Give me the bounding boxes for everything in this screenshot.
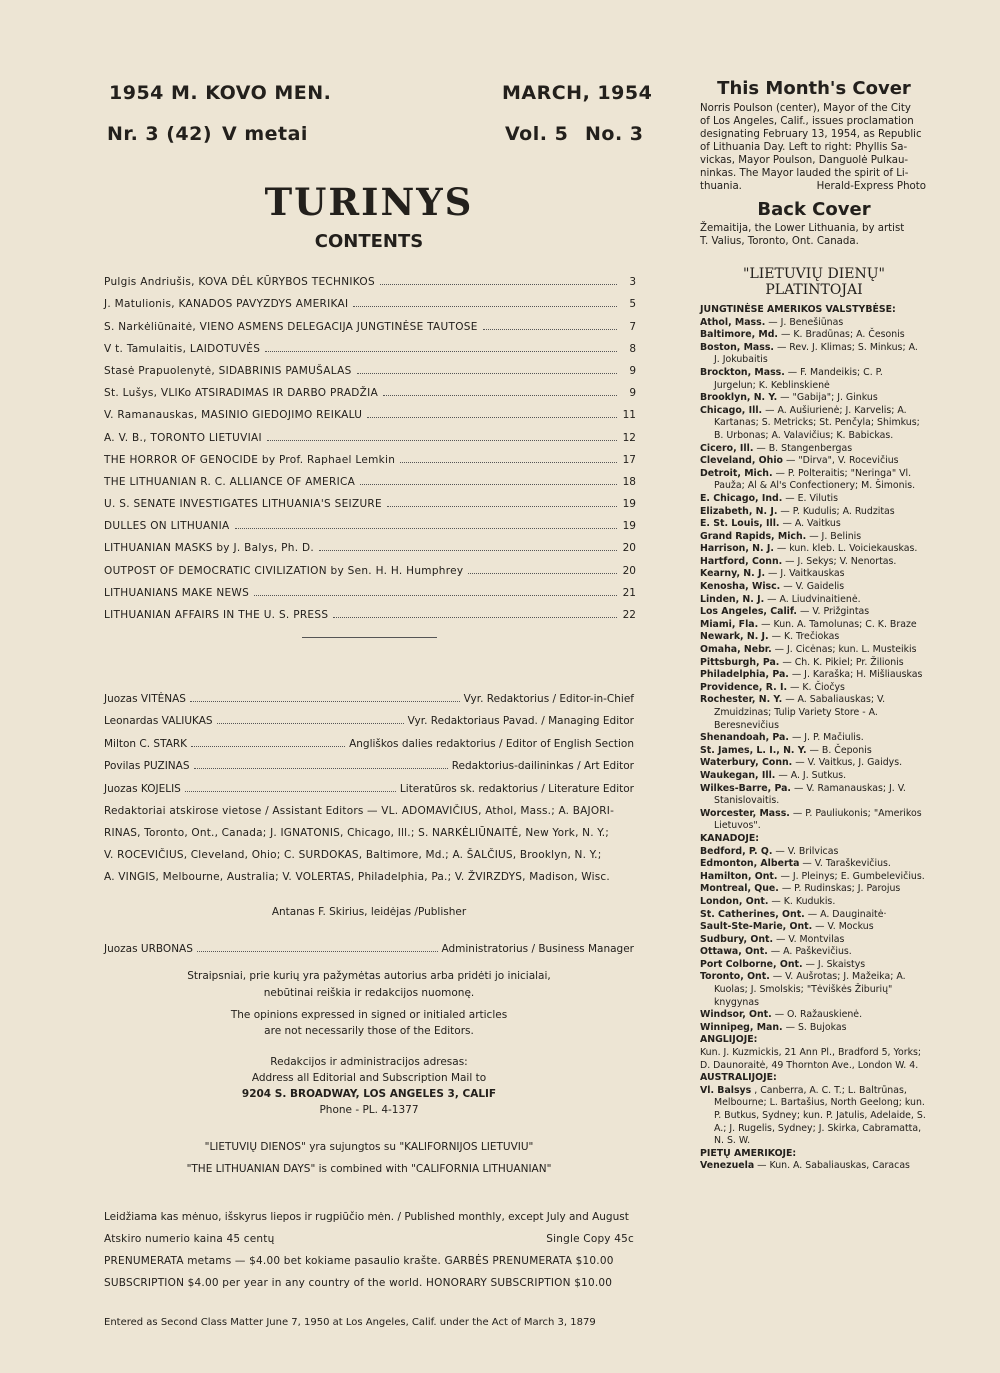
staff-role: Literatūros sk. redaktorius / Literature Editor xyxy=(399,782,634,795)
distributor-names: — V. Aušrotas; J. Mažeika; A. Kuolas; J. Smolskis; "Tėviškės Žiburių" knygynas xyxy=(714,971,906,1008)
distributor-city: Linden, N. J. xyxy=(700,593,765,605)
distributor-city: Newark, N. J. xyxy=(700,631,769,643)
distributor-city: Venezuela xyxy=(700,1160,755,1172)
distributor-city: Brockton, Mass. xyxy=(700,366,785,378)
staff-role: Redaktorius-dailininkas / Art Editor xyxy=(451,760,634,772)
manager-row xyxy=(104,932,634,955)
distributor-city: Rochester, N. Y. xyxy=(700,694,783,706)
distributor-names: — K. Trečiokas xyxy=(771,631,840,643)
distributor-city: Harrison, N. J. xyxy=(700,543,774,555)
staff-name: Juozas KOJELIS xyxy=(104,782,181,795)
toc-row xyxy=(104,333,636,355)
distributor-entry xyxy=(700,405,926,443)
distributor-city: Vl. Balsys xyxy=(700,1084,752,1096)
assistant-line: RINAS, Toronto, Ont., Canada; J. IGNATONIS, Chicago, Ill.; S. NARKĖLIŪNAITĖ, New York, N. Y.; xyxy=(104,827,610,839)
distributor-entry xyxy=(700,644,926,657)
staff-role: Vyr. Redaktoriaus Pavad. / Managing Editor xyxy=(407,715,634,727)
staff-name: Leonardas VALIUKAS xyxy=(104,715,213,727)
manager-name: Juozas URBONAS xyxy=(104,942,193,955)
distributor-names: — A. Vaitkus xyxy=(782,518,841,530)
publisher: Antanas F. Skirius, leidėjas /Publisher xyxy=(271,906,467,918)
toc-page: 18 xyxy=(622,475,636,488)
distributor-city: Bedford, P. Q. xyxy=(700,845,773,857)
distributor-entry xyxy=(700,1047,926,1060)
distributor-city: Ottawa, Ont. xyxy=(700,946,768,958)
distributor-names: — V. Vaitkus, J. Gaidys. xyxy=(795,757,903,769)
toc-title: S. Narkėliūnaitė, VIENO ASMENS DELEGACIJA JUNGTINĖSE TAUTOSE xyxy=(104,320,478,333)
distributor-section-title: PIETŲ AMERIKOJE: xyxy=(700,1147,797,1159)
toc-page: 9 xyxy=(629,387,636,400)
distributors-heading-2: PLATINTOJAI xyxy=(765,282,863,298)
distributor-entry xyxy=(700,971,926,1009)
toc-row xyxy=(104,488,636,510)
distributor-city: Kenosha, Wisc. xyxy=(700,581,781,593)
distributor-entry xyxy=(700,1085,926,1148)
opinion-lt-line: Straipsniai, prie kurių yra pažymėtas autorius arba pridėti jo inicialai, xyxy=(187,970,551,982)
staff-leader xyxy=(190,701,460,702)
toc-title: THE LITHUANIAN R. C. ALLIANCE OF AMERICA xyxy=(104,475,356,488)
distributor-names: — A. Liudvinaitienė. xyxy=(767,593,861,605)
toc-leader xyxy=(265,351,617,352)
cover-caption xyxy=(700,102,926,193)
distributor-city: Hamilton, Ont. xyxy=(700,870,778,882)
staff-role: Vyr. Redaktorius / Editor-in-Chief xyxy=(463,692,634,705)
distributor-entry xyxy=(700,946,926,959)
distributor-names: — K. Bradūnas; A. Česonis xyxy=(780,329,905,341)
distributor-city: Baltimore, Md. xyxy=(700,329,778,341)
page-subtitle: CONTENTS xyxy=(314,231,424,252)
opinion-en-line: The opinions expressed in signed or initialed articles xyxy=(230,1009,508,1021)
cover-line: vickas, Mayor Poulson, Danguolė Pulkau- xyxy=(700,155,909,166)
distributor-entry xyxy=(700,1060,926,1073)
assistant-editors xyxy=(104,800,636,888)
distributor-city: Detroit, Mich. xyxy=(700,467,773,479)
toc-title: V. Ramanauskas, MASINIO GIEDOJIMO REIKALU xyxy=(104,409,363,422)
distributor-names: — K. Čiočys xyxy=(790,681,845,693)
divider xyxy=(302,637,437,638)
cover-line: thuania. xyxy=(700,181,742,192)
cover-line: ninkas. The Mayor lauded the spirit of Li- xyxy=(700,168,909,179)
distributor-city: Cicero, Ill. xyxy=(700,442,754,454)
lt-date: 1954 M. KOVO MEN. xyxy=(109,82,332,104)
distributor-entry xyxy=(700,770,926,783)
distributor-names: — "Dirva", V. Rocevičius xyxy=(785,455,899,467)
lt-year: V metai xyxy=(222,123,308,145)
toc-title: OUTPOST OF DEMOCRATIC CIVILIZATION by Sen. H. H. Humphrey xyxy=(104,564,464,577)
distributor-city: St. Catherines, Ont. xyxy=(700,908,805,920)
toc-leader xyxy=(254,595,617,596)
distributor-names: D. Daunoraitė, 49 Thornton Ave., London W. 4. xyxy=(700,1059,919,1071)
toc-page: 9 xyxy=(629,364,636,377)
distributor-section-title: AUSTRALIJOJE: xyxy=(700,1072,777,1084)
opinion-en xyxy=(104,1007,634,1039)
distributor-city: Toronto, Ont. xyxy=(700,971,770,983)
distributor-names: — P. Polteraitis; "Neringa" Vl. Pauža; Al & Al's Confectionery; M. Šimonis. xyxy=(714,467,916,492)
subscription-en: SUBSCRIPTION $4.00 per year in any country of the world. HONORARY SUBSCRIPTION $10.00 xyxy=(104,1277,613,1289)
lt-issue: Nr. 3 (42) xyxy=(107,123,213,145)
photo-credit: Herald-Express Photo xyxy=(816,181,926,192)
distributor-city: Philadelphia, Pa. xyxy=(700,669,789,681)
en-date: MARCH, 1954 xyxy=(502,82,653,104)
distributor-names: — A. Dauginaitė· xyxy=(807,908,887,920)
staff-row xyxy=(104,705,634,728)
distributor-names: — "Gabija"; J. Ginkus xyxy=(780,392,878,404)
distributor-entry xyxy=(700,518,926,531)
distributor-city: Montreal, Que. xyxy=(700,883,779,895)
distributor-entry xyxy=(700,745,926,758)
distributor-names: — J. Belinis xyxy=(809,530,862,542)
distributor-names: — A. Sabaliauskas; V. Zmuidzinas; Tulip Variety Store - A. Beresnevičius xyxy=(714,694,886,731)
staff-leader xyxy=(194,768,448,769)
distributor-names: — E. Vilutis xyxy=(785,492,839,504)
cover-heading: This Month's Cover xyxy=(717,78,911,99)
distributor-city: Boston, Mass. xyxy=(700,341,774,353)
distributor-entry xyxy=(700,909,926,922)
distributor-entry xyxy=(700,329,926,342)
back-cover-heading: Back Cover xyxy=(757,199,871,220)
distributor-entry xyxy=(700,871,926,884)
combined-line: "THE LITHUANIAN DAYS" is combined with "CALIFORNIA LITHUANIAN" xyxy=(186,1163,552,1175)
distributor-names: — V. Mockus xyxy=(815,921,874,933)
distributor-city: E. Chicago, Ind. xyxy=(700,492,783,504)
distributor-entry xyxy=(700,581,926,594)
toc-page: 19 xyxy=(622,498,636,511)
toc-title: Pulgis Andriušis, KOVA DĖL KŪRYBOS TECHNIKOS xyxy=(104,276,375,289)
toc-page: 19 xyxy=(622,520,636,533)
distributor-city: Grand Rapids, Mich. xyxy=(700,530,807,542)
staff-leader xyxy=(185,791,396,792)
distributors-list xyxy=(700,304,926,1173)
distributor-entry xyxy=(700,392,926,405)
distributor-names: — A. J. Sutkus. xyxy=(778,769,847,781)
distributor-entry xyxy=(700,468,926,493)
distributor-entry xyxy=(700,455,926,468)
distributor-city: Waukegan, Ill. xyxy=(700,769,776,781)
distributor-names: , Canberra, A. C. T.; L. Baltrūnas, Melbourne; L. Bartašius, North Geelong; kun. P. Butkus, Sydney; kun. P. Jatulis, Adelaide, S. A.; J. Rugelis, Sydney; J. Skirka, Cabramatta, N. S. W. xyxy=(714,1084,926,1147)
toc-row xyxy=(104,266,636,288)
subscription-lt: PRENUMERATA metams — $4.00 bet kokiame pasaulio krašte. GARBĖS PRENUMERATA $10.00 xyxy=(104,1255,614,1267)
distributor-entry xyxy=(700,1022,926,1035)
distributor-entry xyxy=(700,493,926,506)
assistant-line: V. ROCEVIČIUS, Cleveland, Ohio; C. SURDOKAS, Baltimore, Md.; A. ŠALČIUS, Brooklyn, N. Y.; xyxy=(104,849,602,861)
distributor-city: Brooklyn, N. Y. xyxy=(700,392,778,404)
toc-leader xyxy=(483,329,617,330)
toc-page: 21 xyxy=(622,586,636,599)
distributor-city: Sudbury, Ont. xyxy=(700,933,774,945)
distributor-names: — J. Karaška; H. Mišliauskas xyxy=(791,669,923,681)
table-of-contents xyxy=(104,266,636,621)
toc-leader xyxy=(367,417,617,418)
toc-row xyxy=(104,421,636,443)
distributor-city: London, Ont. xyxy=(700,895,769,907)
toc-row xyxy=(104,510,636,532)
distributor-city: E. St. Louis, Ill. xyxy=(700,518,780,530)
distributor-entry xyxy=(700,846,926,859)
page-title: TURINYS xyxy=(264,180,474,224)
staff-leader xyxy=(217,723,404,724)
toc-page: 20 xyxy=(622,564,636,577)
assistant-line: A. VINGIS, Melbourne, Australia; V. VOLERTAS, Philadelphia, Pa.; V. ŽVIRZDYS, Madison, Wisc. xyxy=(104,871,610,883)
manager-role: Administratorius / Business Manager xyxy=(441,942,634,955)
combined-line: "LIETUVIŲ DIENOS" yra sujungtos su "KALIFORNIJOS LIETUVIU" xyxy=(204,1141,534,1153)
distributor-entry xyxy=(700,934,926,947)
cover-line: of Lithuania Day. Left to right: Phyllis Sa- xyxy=(700,142,908,153)
distributor-names: — V. Gaidelis xyxy=(783,581,845,593)
staff-row xyxy=(104,682,634,705)
opinion-en-line: are not necessarily those of the Editors. xyxy=(264,1025,474,1037)
distributor-entry xyxy=(700,317,926,330)
distributor-city: Winnipeg, Man. xyxy=(700,1021,783,1033)
toc-row xyxy=(104,444,636,466)
toc-title: LITHUANIANS MAKE NEWS xyxy=(104,586,250,599)
distributor-names: — V. Ramanauskas; J. V. Stanislovaitis. xyxy=(714,782,906,807)
en-vol: Vol. 5 xyxy=(505,123,569,145)
address-line: 9204 S. BROADWAY, LOS ANGELES 3, CALIF xyxy=(241,1088,497,1100)
distributor-entry xyxy=(700,808,926,833)
toc-title: St. Lušys, VLIKo ATSIRADIMAS IR DARBO PRADŽIA xyxy=(104,387,379,400)
distributor-city: Los Angeles, Calif. xyxy=(700,606,797,618)
toc-leader xyxy=(387,506,617,507)
distributor-city: Wilkes-Barre, Pa. xyxy=(700,782,791,794)
distributor-city: Chicago, Ill. xyxy=(700,404,763,416)
distributor-city: Worcester, Mass. xyxy=(700,807,790,819)
distributor-names: — Rev. J. Klimas; S. Minkus; A. J. Jokubaitis xyxy=(714,341,918,366)
distributor-entry xyxy=(700,342,926,367)
distributor-city: Port Colborne, Ont. xyxy=(700,958,803,970)
toc-leader xyxy=(333,617,617,618)
distributor-city: Athol, Mass. xyxy=(700,316,766,328)
distributor-entry xyxy=(700,556,926,569)
toc-page: 3 xyxy=(629,276,636,289)
distributor-names: — J. Vaitkauskas xyxy=(768,568,845,580)
cover-line: of Los Angeles, Calif., issues proclamation xyxy=(700,116,914,127)
distributor-entry xyxy=(700,682,926,695)
distributor-city: Providence, R. I. xyxy=(700,681,788,693)
distributor-city: Windsor, Ont. xyxy=(700,1009,772,1021)
cover-line: designating February 13, 1954, as Republic xyxy=(700,129,922,140)
distributor-names: — Kun. A. Sabaliauskas, Caracas xyxy=(757,1160,910,1172)
distributor-city: Omaha, Nebr. xyxy=(700,644,772,656)
back-cover-line: T. Valius, Toronto, Ont. Canada. xyxy=(700,236,859,247)
distributor-entry xyxy=(700,757,926,770)
distributor-names: — J. Sekys; V. Nenortas. xyxy=(785,555,897,567)
distributor-entry xyxy=(700,619,926,632)
distributor-names: — J. P. Mačiulis. xyxy=(791,732,864,744)
toc-page: 17 xyxy=(622,453,636,466)
toc-row xyxy=(104,599,636,621)
distributor-entry xyxy=(700,543,926,556)
staff-name: Milton C. STARK xyxy=(104,737,188,750)
staff-name: Povilas PUZINAS xyxy=(104,760,190,772)
address-line: Address all Editorial and Subscription Mail to xyxy=(251,1072,487,1084)
distributor-names: — B. Stangenbergas xyxy=(756,442,853,454)
distributor-section-title: KANADOJE: xyxy=(700,832,760,844)
opinion-lt-line: nebūtinai reiškia ir redakcijos nuomonę. xyxy=(263,987,475,999)
distributor-names: — P. Kudulis; A. Rudzitas xyxy=(780,505,895,517)
toc-title: U. S. SENATE INVESTIGATES LITHUANIA'S SEIZURE xyxy=(104,498,382,511)
toc-title: DULLES ON LITHUANIA xyxy=(104,520,230,533)
distributor-entry xyxy=(700,669,926,682)
toc-leader xyxy=(267,440,617,441)
distributor-entry xyxy=(700,657,926,670)
staff-row xyxy=(104,727,634,750)
distributor-entry xyxy=(700,606,926,619)
opinion-lt xyxy=(104,968,634,1002)
toc-title: V t. Tamulaitis, LAIDOTUVĖS xyxy=(104,342,261,355)
distributor-names: — J. Cicėnas; kun. L. Musteikis xyxy=(774,644,917,656)
back-cover-line: Žemaitija, the Lower Lithuania, by artist xyxy=(700,223,905,234)
distributor-names: — A. Aušiurienė; J. Karvelis; A. Kartanas; S. Metricks; St. Penčyla; Shimkus; B. Urbonas; A. Valavičius; K. Babickas. xyxy=(714,404,920,441)
distributor-names: — S. Bujokas xyxy=(785,1021,847,1033)
back-cover-caption xyxy=(700,222,926,248)
distributor-entry xyxy=(700,506,926,519)
distributor-city: Kearny, N. J. xyxy=(700,568,766,580)
address xyxy=(104,1054,634,1118)
distributor-city: Elizabeth, N. J. xyxy=(700,505,778,517)
toc-leader xyxy=(235,528,617,529)
distributor-names: — P. Rudinskas; J. Parojus xyxy=(781,883,901,895)
en-no: No. 3 xyxy=(585,123,644,145)
toc-row xyxy=(104,310,636,332)
distributor-names: — P. Pauliukonis; "Amerikos Lietuvos". xyxy=(714,807,922,832)
distributor-names: — V. Taraškevičius. xyxy=(802,858,891,870)
distributor-names: — V. Prižgintas xyxy=(799,606,870,618)
distributor-names: — V. Montvilas xyxy=(776,933,845,945)
distributor-entry xyxy=(700,921,926,934)
distributor-entry xyxy=(700,732,926,745)
combined-note xyxy=(104,1136,634,1180)
distributor-names: — Kun. A. Tamolunas; C. K. Braze xyxy=(761,618,917,630)
distributor-entry xyxy=(700,1009,926,1022)
monthly-note: Leidžiama kas mėnuo, išskyrus liepos ir rugpiūčio mėn. / Published monthly, except July and August xyxy=(104,1211,629,1223)
distributor-entry xyxy=(700,594,926,607)
distributor-entry xyxy=(700,858,926,871)
distributor-names: — J. Pleinys; E. Gumbelevičius. xyxy=(780,870,925,882)
distributor-city: Shenandoah, Pa. xyxy=(700,732,789,744)
distributor-names: — V. Brilvicas xyxy=(775,845,839,857)
toc-leader xyxy=(319,550,617,551)
toc-page: 5 xyxy=(629,298,636,311)
toc-title: LITHUANIAN MASKS by J. Balys, Ph. D. xyxy=(104,542,315,555)
staff-list xyxy=(104,682,634,795)
entered-note: Entered as Second Class Matter June 7, 1950 at Los Angeles, Calif. under the Act of March 3, 1879 xyxy=(104,1317,596,1328)
distributor-city: Miami, Fla. xyxy=(700,618,759,630)
toc-leader xyxy=(360,484,617,485)
distributor-names: — Ch. K. Pikiel; Pr. Žilionis xyxy=(782,656,904,668)
distributor-names: — F. Mandeikis; C. P. Jurgelun; K. Keblinskienė xyxy=(714,366,883,391)
distributor-city: Hartford, Conn. xyxy=(700,555,783,567)
distributor-entry xyxy=(700,367,926,392)
distributors-heading-1: "LIETUVIŲ DIENŲ" xyxy=(743,266,885,282)
distributor-names: — A. Paškevičius. xyxy=(770,946,852,958)
staff-name: Juozas VITĖNAS xyxy=(104,692,186,705)
single-en: Single Copy 45c xyxy=(546,1233,634,1245)
distributor-section-title: ANGLIJOJE: xyxy=(700,1034,758,1046)
distributor-city: Waterbury, Conn. xyxy=(700,757,793,769)
address-line: Redakcijos ir administracijos adresas: xyxy=(270,1056,468,1068)
distributor-names: Kun. J. Kuzmickis, 21 Ann Pl., Bradford 5, Yorks; xyxy=(700,1047,922,1059)
toc-leader xyxy=(357,373,617,374)
toc-title: THE HORROR OF GENOCIDE by Prof. Raphael Lemkin xyxy=(104,453,396,466)
distributor-city: Sault-Ste-Marie, Ont. xyxy=(700,921,813,933)
distributor-entry xyxy=(700,783,926,808)
distributor-section-title: JUNGTINĖSE AMERIKOS VALSTYBĖSE: xyxy=(700,304,896,315)
distributor-names: — B. Čeponis xyxy=(809,744,872,756)
toc-row xyxy=(104,355,636,377)
staff-leader xyxy=(191,746,345,747)
toc-page: 12 xyxy=(622,431,636,444)
toc-leader xyxy=(400,462,617,463)
distributor-names: — K. Kudukis. xyxy=(771,895,836,907)
toc-page: 8 xyxy=(629,342,636,355)
staff-row xyxy=(104,750,634,773)
toc-page: 11 xyxy=(622,409,636,422)
toc-page: 22 xyxy=(622,609,636,621)
toc-row xyxy=(104,554,636,576)
address-line: Phone - PL. 4-1377 xyxy=(319,1104,419,1116)
staff-row xyxy=(104,772,634,795)
toc-title: A. V. B., TORONTO LIETUVIAI xyxy=(104,431,262,444)
distributor-names: — kun. kleb. L. Voiciekauskas. xyxy=(776,543,918,555)
distributor-entry xyxy=(700,896,926,909)
distributor-names: — O. Ražauskienė. xyxy=(774,1009,863,1021)
distributor-entry xyxy=(700,631,926,644)
toc-title: Stasė Prapuolenytė, SIDABRINIS PAMUŠALAS xyxy=(104,364,352,377)
toc-title: J. Matulionis, KANADOS PAVYZDYS AMERIKAI xyxy=(104,298,349,311)
distributors-heading xyxy=(700,266,928,298)
publication-info xyxy=(104,1206,634,1294)
distributor-entry xyxy=(700,694,926,732)
toc-leader xyxy=(380,284,617,285)
distributor-names: — J. Skaistys xyxy=(805,958,866,970)
distributor-entry xyxy=(700,1160,926,1173)
toc-leader xyxy=(468,573,617,574)
single-lt: Atskiro numerio kaina 45 centų xyxy=(104,1233,275,1245)
distributor-city: Cleveland, Ohio xyxy=(700,455,783,467)
toc-page: 7 xyxy=(629,320,636,333)
distributor-entry xyxy=(700,443,926,456)
toc-row xyxy=(104,288,636,310)
staff-role: Angliškos dalies redaktorius / Editor of English Section xyxy=(349,737,634,750)
toc-leader xyxy=(383,395,617,396)
toc-row xyxy=(104,532,636,554)
toc-row xyxy=(104,399,636,421)
distributor-entry xyxy=(700,883,926,896)
distributor-city: Pittsburgh, Pa. xyxy=(700,656,780,668)
toc-row xyxy=(104,577,636,599)
toc-row xyxy=(104,466,636,488)
toc-page: 20 xyxy=(622,542,636,555)
distributor-entry xyxy=(700,531,926,544)
toc-title: LITHUANIAN AFFAIRS IN THE U. S. PRESS xyxy=(104,609,329,621)
assistant-line: Redaktoriai atskirose vietose / Assistant Editors — VL. ADOMAVIČIUS, Athol, Mass.; A. BAJORI- xyxy=(104,805,615,817)
toc-leader xyxy=(353,306,617,307)
distributor-city: St. James, L. I., N. Y. xyxy=(700,744,807,756)
toc-row xyxy=(104,377,636,399)
distributor-city: Edmonton, Alberta xyxy=(700,858,800,870)
distributor-names: — J. Benešiūnas xyxy=(768,316,844,328)
distributor-entry xyxy=(700,959,926,972)
cover-line: Norris Poulson (center), Mayor of the City xyxy=(700,103,911,114)
distributor-entry xyxy=(700,568,926,581)
